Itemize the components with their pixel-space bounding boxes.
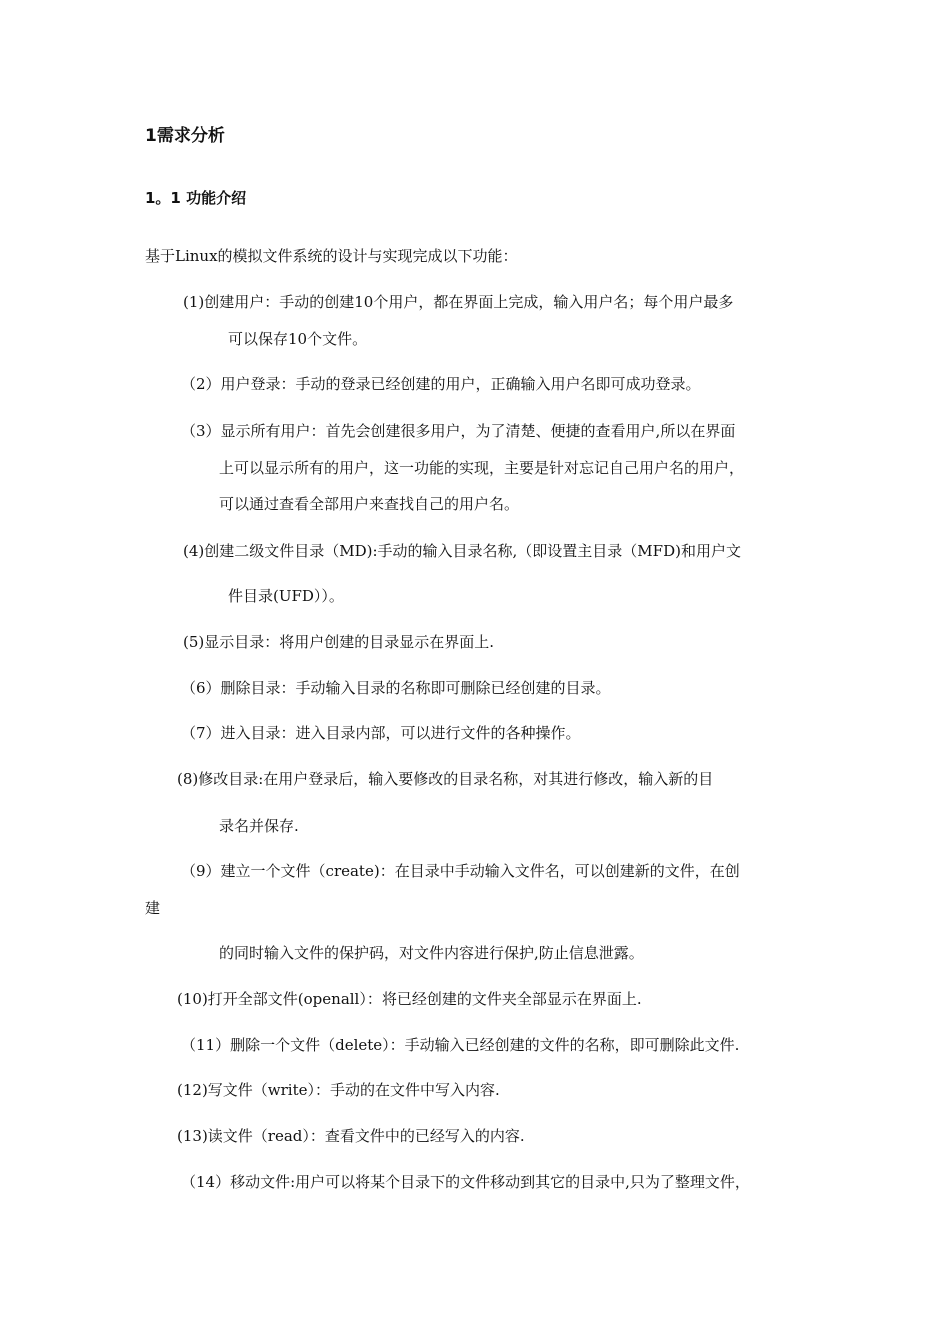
section-heading: 1需求分析 — [145, 126, 225, 146]
list-item: (13)读文件（read）：查看文件中的已经写入的内容. — [177, 1127, 525, 1145]
list-item: (5)显示目录：将用户创建的目录显示在界面上. — [183, 633, 495, 651]
list-item: （14）移动文件:用户可以将某个目录下的文件移动到其它的目录中,只为了整理文件， — [181, 1173, 750, 1191]
list-item: (1)创建用户：手动的创建10个用户，都在界面上完成，输入用户名；每个用户最多 — [183, 293, 734, 311]
list-item-continuation: 件目录(UFD））。 — [228, 587, 344, 605]
list-item: (12)写文件（write）：手动的在文件中写入内容. — [177, 1081, 500, 1099]
list-item: （7）进入目录：进入目录内部，可以进行文件的各种操作。 — [181, 724, 581, 742]
intro-paragraph: 基于Linux的模拟文件系统的设计与实现完成以下功能： — [145, 247, 518, 265]
list-item-continuation: 可以保存10个文件。 — [228, 330, 368, 348]
list-item-continuation: 录名并保存. — [219, 817, 299, 835]
list-item-continuation: 可以通过查看全部用户来查找自己的用户名。 — [219, 495, 520, 513]
list-item: （2）用户登录：手动的登录已经创建的用户，正确输入用户名即可成功登录。 — [181, 375, 701, 393]
list-item-continuation: 上可以显示所有的用户，这一功能的实现，主要是针对忘记自己用户名的用户， — [219, 459, 745, 477]
subsection-heading: 1。1 功能介绍 — [145, 189, 247, 207]
list-item: (8)修改目录:在用户登录后，输入要修改的目录名称，对其进行修改，输入新的目 — [177, 770, 714, 788]
list-item: （9）建立一个文件（create)：在目录中手动输入文件名，可以创建新的文件，在创 — [181, 862, 740, 880]
list-item: (10)打开全部文件(openall）：将已经创建的文件夹全部显示在界面上. — [177, 990, 642, 1008]
list-item: (4)创建二级文件目录（MD):手动的输入目录名称,（即设置主目录（MFD)和用户文 — [183, 542, 741, 560]
list-item: （6）删除目录：手动输入目录的名称即可删除已经创建的目录。 — [181, 679, 611, 697]
list-item-continuation: 的同时输入文件的保护码，对文件内容进行保护,防止信息泄露。 — [219, 944, 644, 962]
list-item-continuation: 建 — [145, 899, 161, 917]
list-item: （3）显示所有用户：首先会创建很多用户，为了清楚、便捷的查看用户,所以在界面 — [181, 422, 736, 440]
list-item: （11）删除一个文件（delete）：手动输入已经创建的文件的名称，即可删除此文件. — [181, 1036, 740, 1054]
